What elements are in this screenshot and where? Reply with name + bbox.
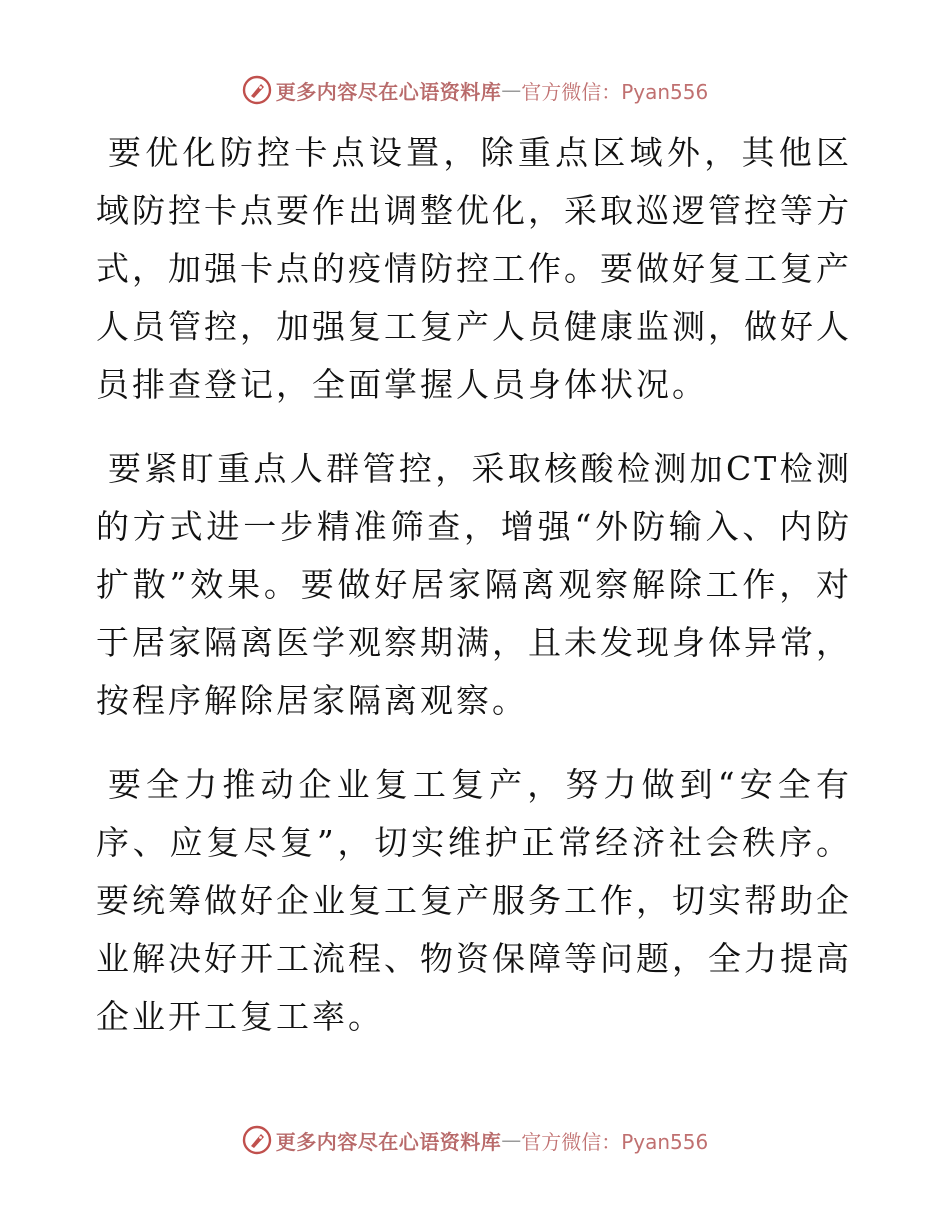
banner-separator: —: [501, 1128, 522, 1152]
paragraph-3: 要全力推动企业复工复产，努力做到“安全有序、应复尽复”，切实维护正常经济社会秩序。要统筹做好企业复工复产服务工作，切实帮助企业解决好开工流程、物资保障等问题，全力提高企业开工复工率。: [96, 765, 852, 1036]
header-banner: [0, 70, 950, 110]
banner-title: 更多内容尽在心语资料库: [275, 1129, 502, 1154]
paragraph-1: 要优化防控卡点设置，除重点区域外，其他区域防控卡点要作出调整优化，采取巡逻管控等方式，加强卡点的疫情防控工作。要做好复工复产人员管控，加强复工复产人员健康监测，做好人员排查登记，全面掌握人员身体状况。: [96, 133, 852, 404]
banner-wechat: 官方微信：Pyan556: [521, 1129, 709, 1154]
document-body: [96, 124, 852, 1072]
footer-banner: [0, 1120, 950, 1160]
paragraph-2: 要紧盯重点人群管控，采取核酸检测加CT检测的方式进一步精准筛查，增强“外防输入、内防扩散”效果。要做好居家隔离观察解除工作，对于居家隔离医学观察期满，且未发现身体异常，按程序解除居家隔离观察。: [96, 449, 852, 720]
banner-separator: —: [501, 78, 522, 102]
pen-nib-icon: [242, 75, 272, 105]
pen-nib-icon: [242, 1125, 272, 1155]
banner-title: 更多内容尽在心语资料库: [275, 79, 502, 104]
banner-wechat: 官方微信：Pyan556: [521, 79, 709, 104]
